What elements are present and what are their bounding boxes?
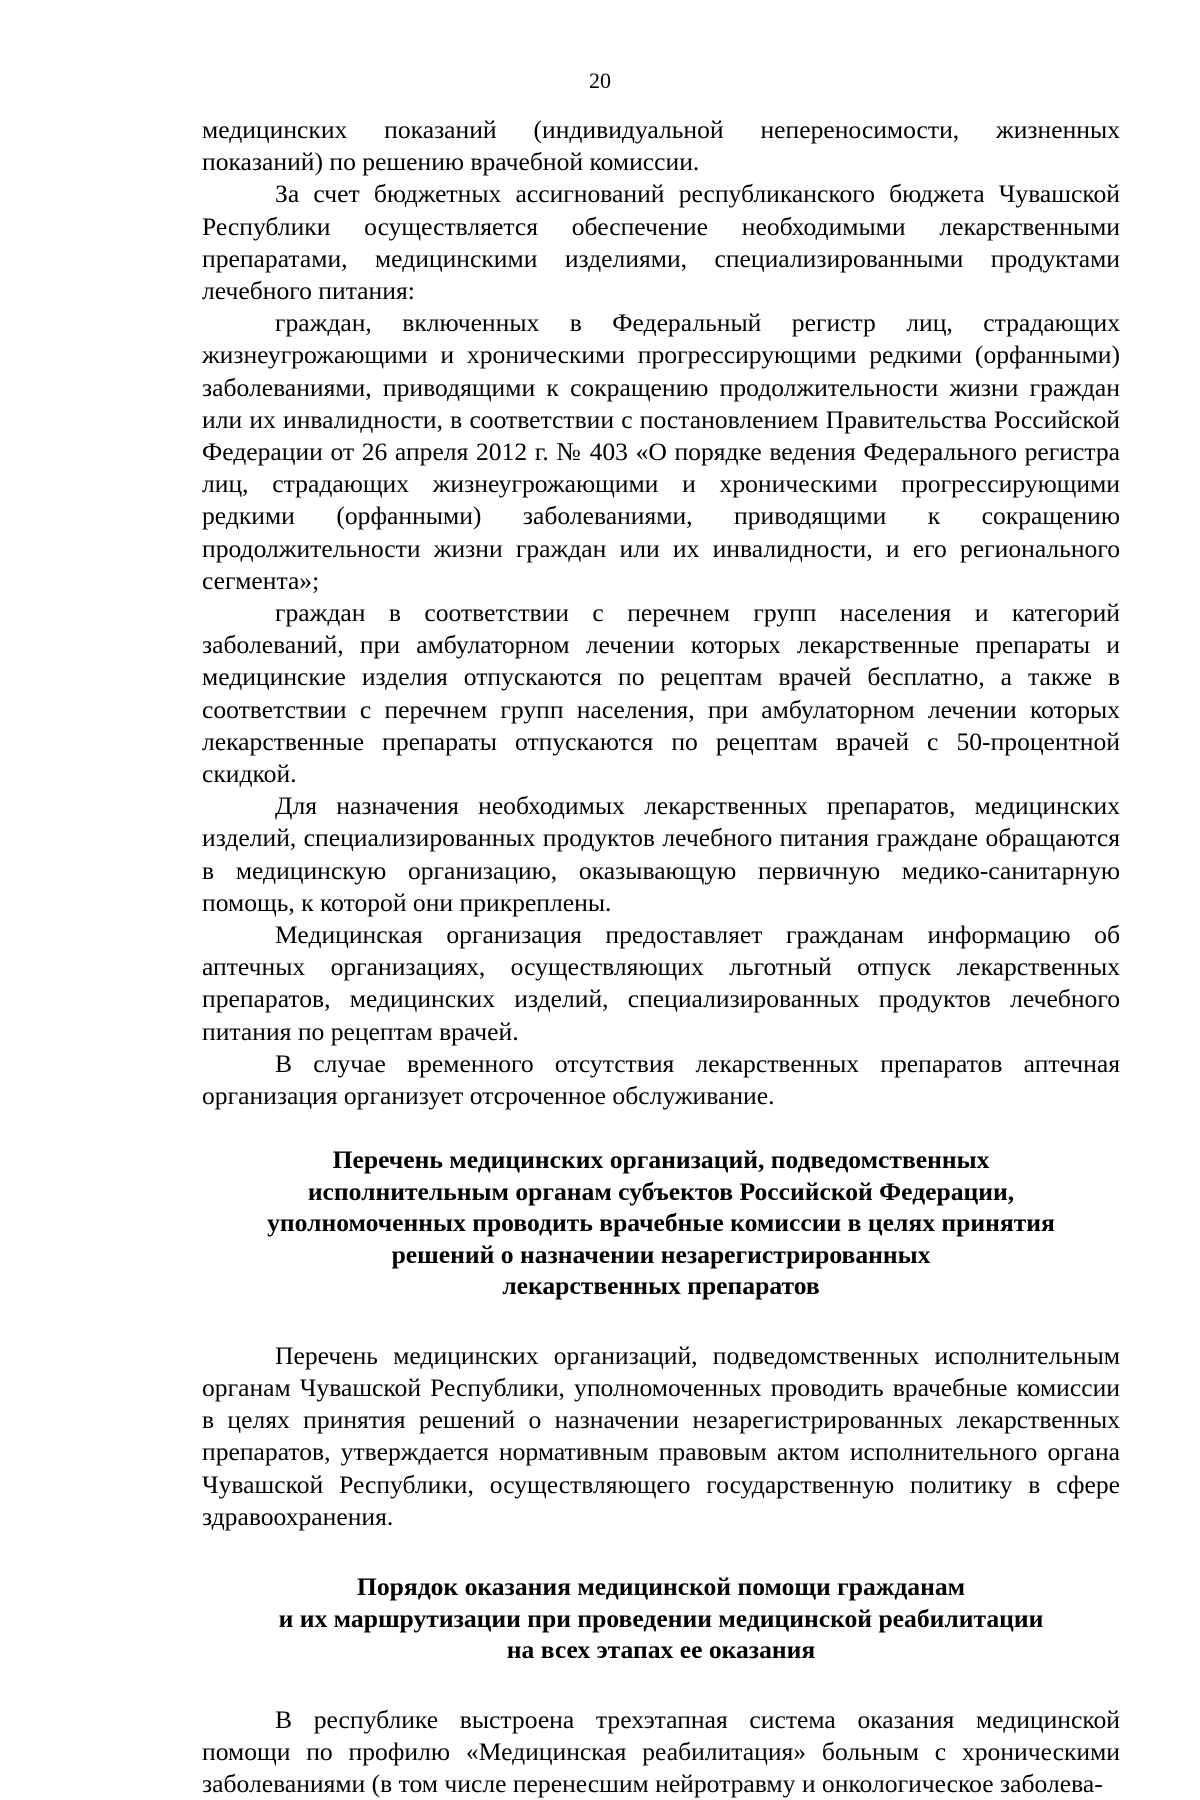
heading-line: уполномоченных проводить врачебные комиссии в целях принятия <box>267 1208 1055 1238</box>
paragraph-federal-register: граждан, включенных в Федеральный регистр лиц, страдающих жизнеугрожающими и хроническими прогрессирующими редкими (орфанными) заболеваниями, приводящими к сокращению продолжительности жизни граждан или их инвалидности, в соответствии с постановлением Правительства Российской Федерации от 26 апреля 2012 г. № 403 «О порядке ведения Федерального регистра лиц, страдающих жизнеугрожающими и хроническими прогрессирующими редкими (орфанными) заболеваниями, приводящими к сокращению продолжительности жизни граждан или их инвалидности, и его регионального сегмента»; <box>202 308 1120 595</box>
section-heading-rehabilitation <box>202 1571 1120 1666</box>
heading-line: исполнительным органам субъектов Российской Федерации, <box>307 1176 1015 1206</box>
heading-line: решений о назначении незарегистрированных <box>391 1239 931 1269</box>
paragraph-pharmacy-info: Медицинская организация предоставляет гражданам информацию об аптечных организациях, осуществляющих льготный отпуск лекарственных препаратов, медицинских изделий, специализированных продуктов лечебного питания по рецептам врачей. <box>202 920 1120 1046</box>
paragraph-organizations-list: Перечень медицинских организаций, подведомственных исполнительным органам Чувашской Республики, уполномоченных проводить врачебные комиссии в целях принятия решений о назначении незарегистрированных лекарственных препаратов, утверждается нормативным правовым актом исполнительного органа Чувашской Республики, осуществляющего государственную политику в сфере здравоохранения. <box>202 1340 1120 1531</box>
paragraph-rehabilitation-system: В республике выстроена трехэтапная система оказания медицинской помощи по профилю «Медицинская реабилитация» больным с хроническими заболеваниями (в том числе перенесшим нейротравму и онкологическое заболева- <box>202 1704 1120 1798</box>
heading-line: и их маршрутизации при проведении медицинской реабилитации <box>278 1603 1044 1633</box>
heading-line: Перечень медицинских организаций, подведомственных <box>332 1145 990 1175</box>
paragraph-population-groups: граждан в соответствии с перечнем групп населения и категорий заболеваний, при амбулаторном лечении которых лекарственные препараты и медицинские изделия отпускаются по рецептам врачей бесплатно, а также в соответствии с перечнем групп населения, при амбулаторном лечении которых лекарственные препараты отпускаются по рецептам врачей с 50-процентной скидкой. <box>202 598 1120 789</box>
page-content <box>202 114 1120 1800</box>
section-heading-organizations <box>202 1144 1120 1302</box>
heading-line: на всех этапах ее оказания <box>506 1635 816 1665</box>
heading-line: Порядок оказания медицинской помощи гражданам <box>356 1572 966 1602</box>
paragraph-prescription: Для назначения необходимых лекарственных препаратов, медицинских изделий, специализированных продуктов лечебного питания граждане обращаются в медицинскую организацию, оказывающую первичную медико-санитарную помощь, к которой они прикреплены. <box>202 791 1120 917</box>
paragraph-budget: За счет бюджетных ассигнований республиканского бюджета Чувашской Республики осуществляется обеспечение необходимыми лекарственными препаратами, медицинскими изделиями, специализированными продуктами лечебного питания: <box>202 179 1120 306</box>
page-number: 20 <box>589 68 611 93</box>
paragraph-deferred-service: В случае временного отсутствия лекарственных препаратов аптечная организация организует отсроченное обслуживание. <box>202 1048 1120 1111</box>
paragraph-continuation: медицинских показаний (индивидуальной непереносимости, жизненных показаний) по решению врачебной комиссии. <box>202 115 1120 177</box>
heading-line: лекарственных препаратов <box>502 1271 820 1301</box>
